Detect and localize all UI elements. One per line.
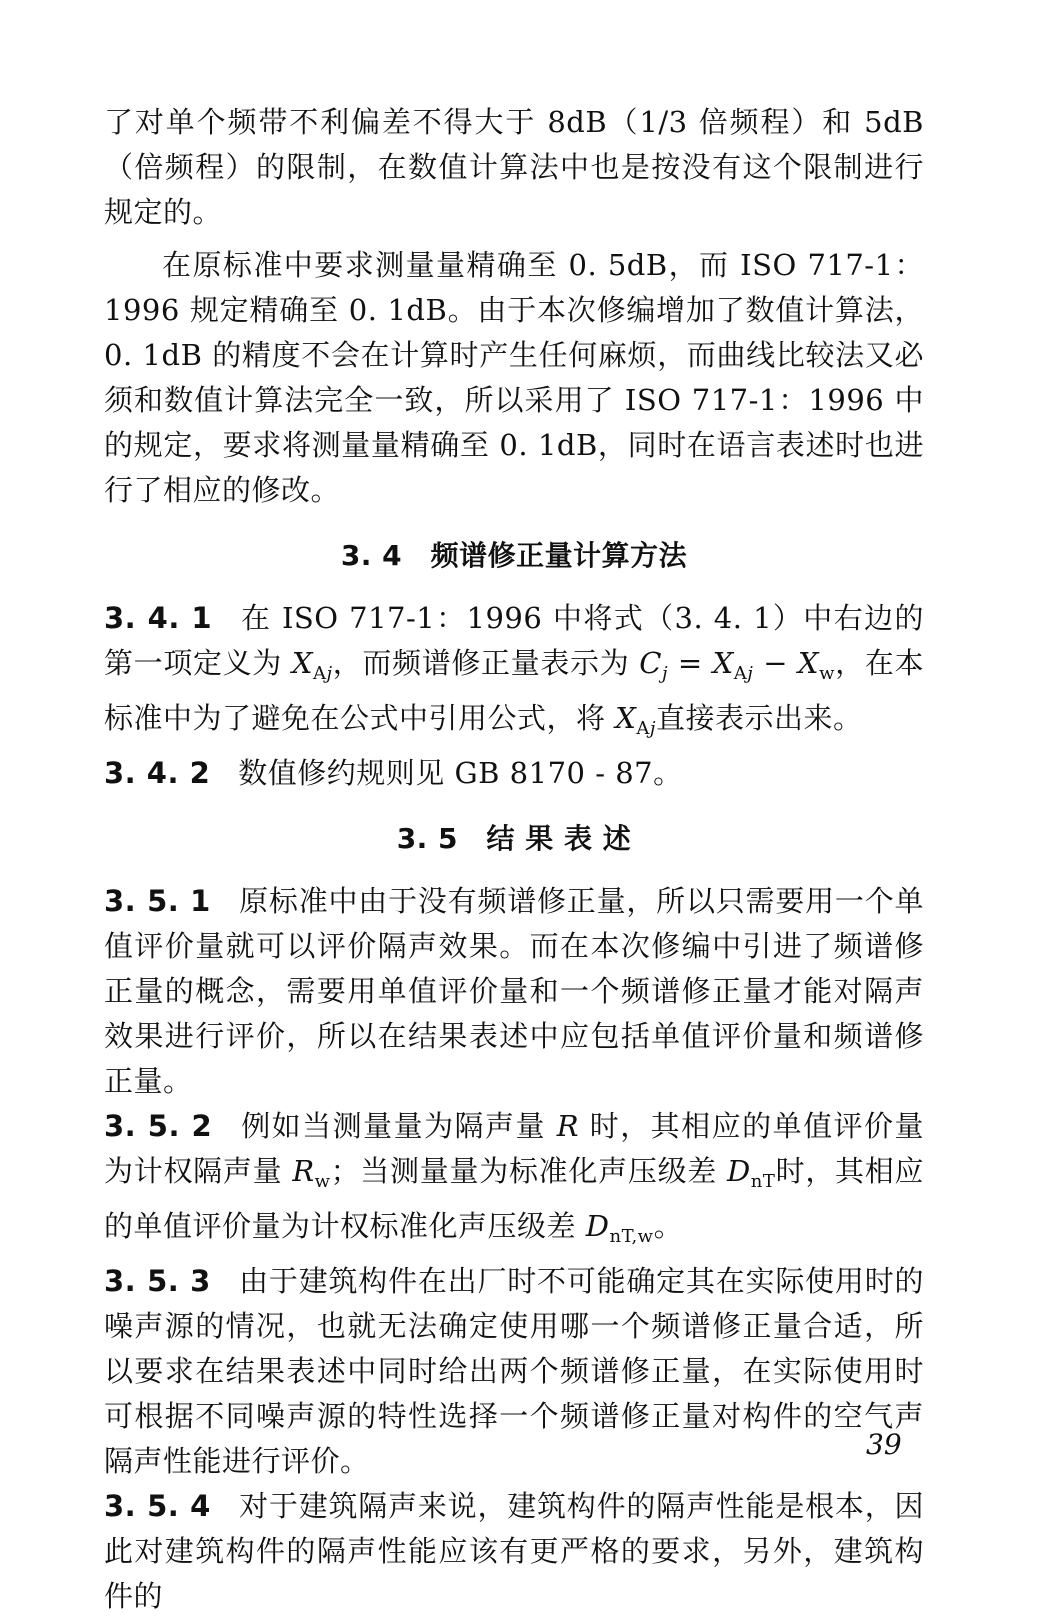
clause-number: 3. 5. 3	[104, 1264, 211, 1298]
clause-3-4-1	[104, 596, 924, 751]
subscript: A	[313, 663, 327, 684]
clause-text: 时，其相应的单值评价量为计权标准化声压级差	[104, 1154, 924, 1243]
symbol-x: X	[712, 646, 734, 680]
symbol-r: R	[292, 1154, 315, 1188]
body-text	[104, 100, 924, 1619]
subscript: nT	[750, 1171, 776, 1192]
subscript: w	[819, 663, 835, 684]
subscript: A	[636, 718, 650, 739]
clause-text: 在 ISO 717-1：1996 中将式（3. 4. 1）中右边的第一项定义为	[104, 601, 924, 680]
clause-text: 例如当测量量为隔声量	[240, 1109, 557, 1143]
symbol-x: X	[797, 646, 820, 680]
symbol-c: C	[639, 646, 662, 680]
subscript: nT,w	[609, 1226, 654, 1247]
subscript: j	[747, 663, 754, 684]
subscript: w	[314, 1171, 331, 1192]
clause-text: 对于建筑隔声来说，建筑构件的隔声性能是根本，因此对建筑构件的隔声性能应该有更严格的要求，另外，建筑构件的	[104, 1489, 924, 1613]
clause-number: 3. 5. 4	[104, 1489, 211, 1523]
heading-3-5: 3. 5 结 果 表 述	[396, 822, 632, 855]
symbol-x: X	[615, 701, 637, 735]
symbol-d: D	[726, 1154, 751, 1188]
paragraph-precision: 在原标准中要求测量量精确至 0. 5dB，而 ISO 717-1：1996 规定精确至 0. 1dB。由于本次修编增加了数值计算法，0. 1dB 的精度不会在计算时产生任何麻烦，而曲线比较法又必须和数值计算法完全一致，所以采用了 ISO 717-1：1996 中的规定，要求将测量量精确至 0. 1dB，同时在语言表述时也进行了相应的修改。	[104, 248, 924, 507]
symbol-d: D	[585, 1209, 610, 1243]
clause-text: 原标准中由于没有频谱修正量，所以只需要用一个单值评价量就可以评价隔声效果。而在本次修编中引进了频谱修正量的概念，需要用单值评价量和一个频谱修正量才能对隔声效果进行评价，所以在结果表述中应包括单值评价量和频谱修正量。	[104, 884, 924, 1098]
clause-number: 3. 5. 1	[104, 884, 211, 918]
clause-3-5-4	[104, 1484, 924, 1619]
subscript: j	[326, 663, 333, 684]
page-number: 39	[866, 1428, 902, 1461]
clause-text: 直接表示出来。	[655, 701, 863, 735]
clause-3-5-1	[104, 879, 924, 1104]
clause-number: 3. 4. 2	[104, 756, 211, 790]
subscript: A	[733, 663, 748, 684]
clause-text: ，在本标准中为了避免在公式中引用公式，将	[104, 646, 924, 735]
symbol-x: X	[291, 646, 313, 680]
clause-3-5-3	[104, 1259, 924, 1484]
equals-sign: =	[668, 646, 713, 680]
subscript: j	[649, 718, 656, 739]
clause-text: 数值修约规则见 GB 8170 - 87。	[238, 756, 683, 790]
subscript: j	[661, 663, 669, 684]
clause-number: 3. 5. 2	[104, 1109, 213, 1143]
clause-text: 时，其相应的单值评价量为计权隔声量	[104, 1109, 925, 1188]
clause-number: 3. 4. 1	[104, 601, 213, 635]
clause-text: 。	[653, 1209, 684, 1243]
clause-text: ；当测量量为标准化声压级差	[330, 1154, 727, 1188]
clause-text: 由于建筑构件在出厂时不可能确定其在实际使用时的噪声源的情况，也就无法确定使用哪一个频谱修正量合适，所以要求在结果表述中同时给出两个频谱修正量，在实际使用时可根据不同噪声源的特性选择一个频谱修正量对构件的空气声隔声性能进行评价。	[104, 1264, 924, 1478]
paragraph-continuation: 了对单个频带不利偏差不得大于 8dB（1/3 倍频程）和 5dB（倍频程）的限制，在数值计算法中也是按没有这个限制进行规定的。	[104, 105, 924, 229]
clause-3-4-2	[104, 751, 924, 796]
minus-sign: −	[753, 646, 798, 680]
clause-text: ，而频谱修正量表示为	[332, 646, 640, 680]
symbol-r: R	[556, 1109, 580, 1143]
heading-3-4: 3. 4 频谱修正量计算方法	[340, 539, 688, 572]
clause-3-5-2	[104, 1104, 924, 1259]
